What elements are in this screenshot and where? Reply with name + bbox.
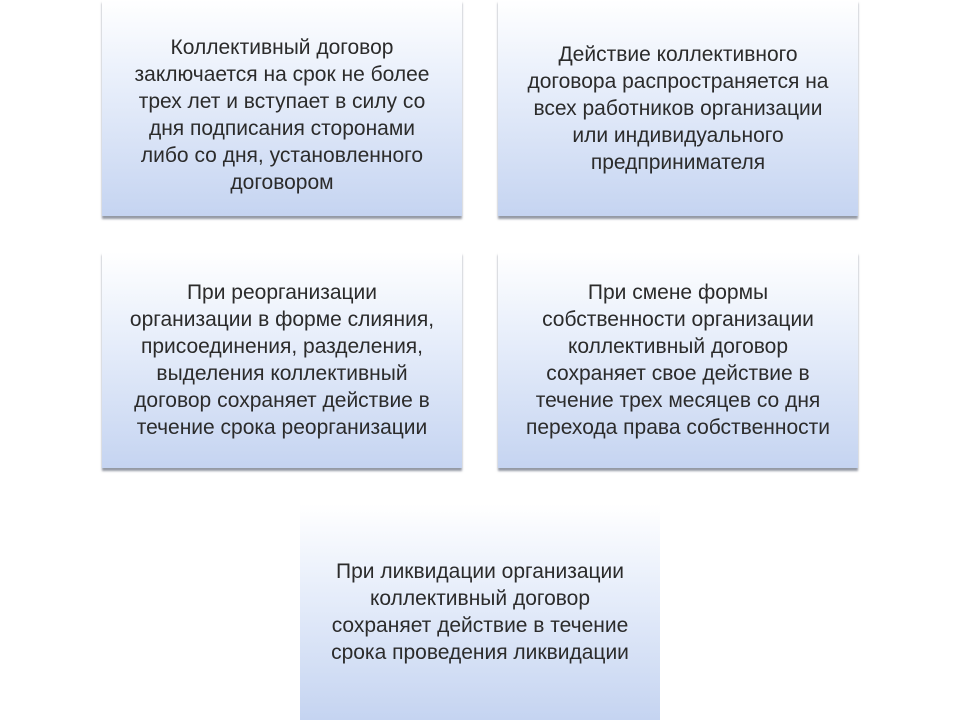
card-reorganization bbox=[102, 252, 462, 468]
card-term-of-agreement bbox=[102, 0, 462, 216]
card-term-of-agreement-text: Коллективный договор заключается на срок не более трех лет и вступает в силу со дня подписания сторонами либо со дня, установленного договором bbox=[134, 36, 430, 194]
card-ownership-change-text: При смене формы собственности организации коллективный договор сохраняет свое действие в течение трех месяцев со дня перехода права собственности bbox=[525, 281, 830, 439]
card-liquidation bbox=[300, 504, 660, 720]
card-reorganization-text: При реорганизации организации в форме слияния, присоединения, разделения, выделения коллективный договор сохраняет действие в течение срока реорганизации bbox=[129, 281, 435, 439]
card-ownership-change bbox=[498, 252, 858, 468]
card-scope-of-agreement bbox=[498, 0, 858, 216]
card-liquidation-text: При ликвидации организации коллективный договор сохраняет действие в течение срока проведения ликвидации bbox=[331, 560, 629, 664]
card-scope-of-agreement-text: Действие коллективного договора распространяется на всех работников организации или индивидуального предпринимателя bbox=[527, 42, 829, 174]
